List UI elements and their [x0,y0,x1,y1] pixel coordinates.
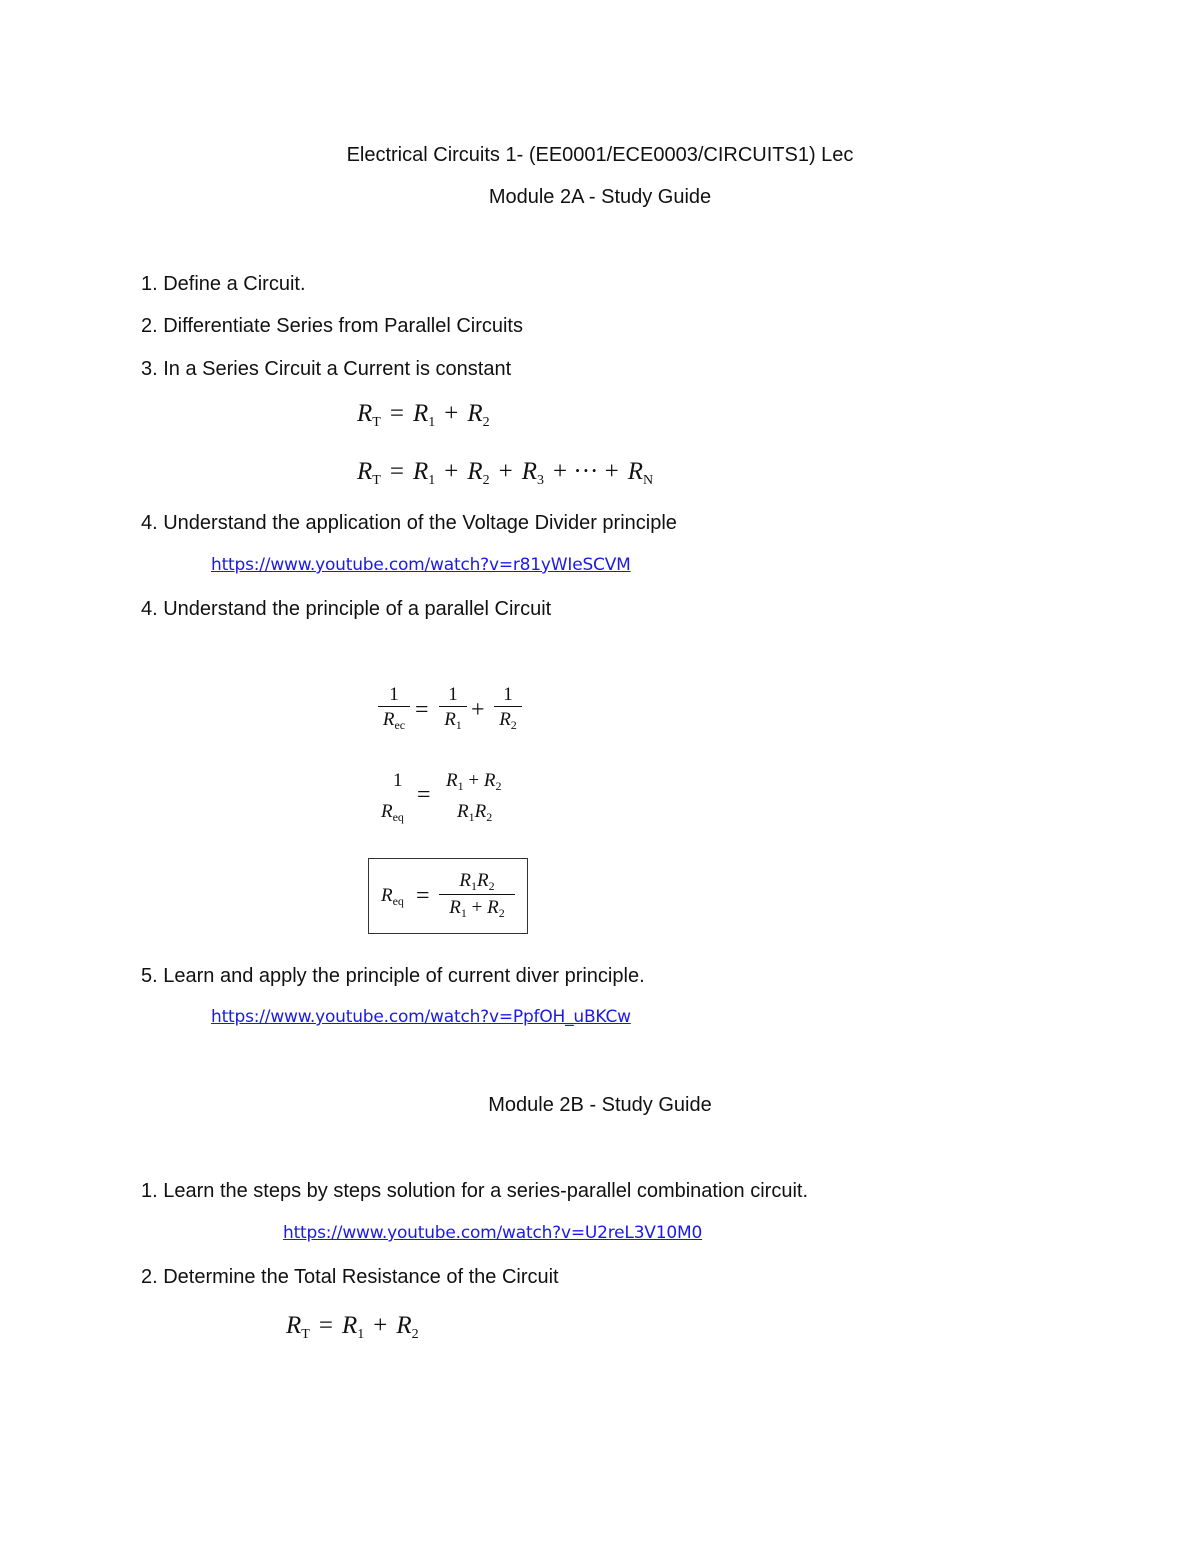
m2a-item-3: 3. In a Series Circuit a Current is constant [141,358,512,380]
eq-series-n: $R_T = R_1 + R_2 + R_3$ + ··· + $R_N$ [357,458,654,488]
m2a-item-4a: 4. Understand the application of the Voltage Divider principle [141,512,677,534]
frac-1-over-rec: 1 $R_{ec}$ [378,684,410,733]
youtube-link-series-parallel[interactable]: https://www.youtube.com/watch?v=U2reL3V10M0 [283,1223,703,1243]
eq-total-resistance: $R_T = R_1 + R_2$ [286,1312,419,1342]
m2a-item-1: 1. Define a Circuit. [141,273,306,295]
youtube-link-current-divider[interactable]: https://www.youtube.com/watch?v=PpfOH_uBKCw [211,1007,631,1027]
eq2-denominator-req: $R_{eq}$ [381,801,404,824]
eq2-numerator-one: 1 [393,770,403,791]
m2a-item-5: 5. Learn and apply the principle of current diver principle. [141,965,645,987]
boxed-req: $R_{eq}$ [381,885,404,908]
module-2a-title: Module 2A - Study Guide [488,186,712,208]
m2b-item-1: 1. Learn the steps by steps solution for a series-parallel combination circuit. [141,1180,809,1202]
equals-sign: = [417,782,431,808]
module-2b-title: Module 2B - Study Guide [488,1094,712,1116]
frac-1-over-r1: $\frac{1}{R_1}$ [439,684,467,733]
equals-sign: = [415,697,429,723]
frac-r1r2-over-sum: $\frac{R_1R_2}{R_1 + R_2}$ [439,870,515,921]
eq2-numerator-sum: $R_1 + R_2$ [446,770,502,793]
course-title: Electrical Circuits 1- (EE0001/ECE0003/CIRCUITS1) Lec [346,144,854,166]
youtube-link-voltage-divider[interactable]: https://www.youtube.com/watch?v=r81yWIeSCVM [211,555,631,575]
eq2-denominator-product: $R_1R_2$ [457,801,493,824]
m2a-item-2: 2. Differentiate Series from Parallel Circuits [141,315,523,337]
eq-series-two: $R_T = R_1 + R_2$ [357,400,490,430]
plus-sign: + [471,697,485,723]
m2a-item-4b: 4. Understand the principle of a parallel Circuit [141,598,552,620]
m2b-item-2: 2. Determine the Total Resistance of the Circuit [141,1266,559,1288]
equals-sign: = [416,883,430,909]
frac-1-over-r2: $\frac{1}{R_2}$ [494,684,522,733]
